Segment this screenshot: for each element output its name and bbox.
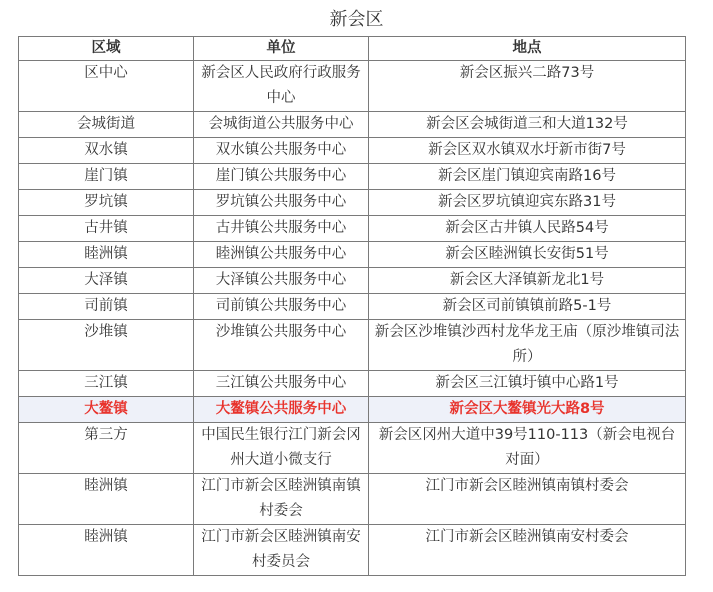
place-cell: 新会区振兴二路73号 [369, 61, 686, 112]
table-row [19, 525, 686, 576]
header-area: 区域 [19, 37, 194, 61]
unit-cell: 会城街道公共服务中心 [194, 112, 369, 138]
table-row [19, 474, 686, 525]
unit-cell: 新会区人民政府行政服务中心 [194, 61, 369, 112]
place-cell: 新会区古井镇人民路54号 [369, 216, 686, 242]
table-row-highlighted [19, 397, 686, 423]
area-cell: 睦洲镇 [19, 242, 194, 268]
place-cell: 新会区司前镇镇前路5-1号 [369, 294, 686, 320]
page-title: 新会区 [329, 9, 384, 30]
unit-cell: 大泽镇公共服务中心 [194, 268, 369, 294]
area-cell: 睦洲镇 [19, 474, 194, 525]
unit-cell: 江门市新会区睦洲镇南安村委员会 [194, 525, 369, 576]
unit-cell: 中国民生银行江门新会冈州大道小微支行 [194, 423, 369, 474]
unit-cell: 沙堆镇公共服务中心 [194, 320, 369, 371]
unit-cell: 古井镇公共服务中心 [194, 216, 369, 242]
area-cell: 睦洲镇 [19, 525, 194, 576]
header-unit: 单位 [194, 37, 369, 61]
unit-cell: 睦洲镇公共服务中心 [194, 242, 369, 268]
unit-cell: 崖门镇公共服务中心 [194, 164, 369, 190]
table-row [19, 61, 686, 112]
place-cell: 江门市新会区睦洲镇南镇村委会 [369, 474, 686, 525]
area-cell: 第三方 [19, 423, 194, 474]
place-cell: 新会区三江镇圩镇中心路1号 [369, 371, 686, 397]
place-cell: 新会区冈州大道中39号110-113（新会电视台对面） [369, 423, 686, 474]
area-cell: 三江镇 [19, 371, 194, 397]
area-cell: 会城街道 [19, 112, 194, 138]
place-cell: 新会区大鳌镇光大路8号 [369, 397, 686, 423]
place-cell: 江门市新会区睦洲镇南安村委会 [369, 525, 686, 576]
area-cell: 崖门镇 [19, 164, 194, 190]
table-row [19, 190, 686, 216]
area-cell: 双水镇 [19, 138, 194, 164]
area-cell: 古井镇 [19, 216, 194, 242]
place-cell: 新会区睦洲镇长安街51号 [369, 242, 686, 268]
place-cell: 新会区崖门镇迎宾南路16号 [369, 164, 686, 190]
area-cell: 司前镇 [19, 294, 194, 320]
table-row [19, 371, 686, 397]
table-row [19, 320, 686, 371]
place-cell: 新会区双水镇双水圩新市街7号 [369, 138, 686, 164]
table-row [19, 242, 686, 268]
area-cell: 沙堆镇 [19, 320, 194, 371]
area-cell: 罗坑镇 [19, 190, 194, 216]
unit-cell: 大鳌镇公共服务中心 [194, 397, 369, 423]
unit-cell: 三江镇公共服务中心 [194, 371, 369, 397]
table-row [19, 164, 686, 190]
service-center-table [18, 36, 686, 576]
table-row [19, 216, 686, 242]
unit-cell: 双水镇公共服务中心 [194, 138, 369, 164]
unit-cell: 司前镇公共服务中心 [194, 294, 369, 320]
table-row [19, 112, 686, 138]
unit-cell: 江门市新会区睦洲镇南镇村委会 [194, 474, 369, 525]
area-cell: 大泽镇 [19, 268, 194, 294]
table-row [19, 294, 686, 320]
table-row [19, 268, 686, 294]
unit-cell: 罗坑镇公共服务中心 [194, 190, 369, 216]
area-cell: 大鳌镇 [19, 397, 194, 423]
place-cell: 新会区沙堆镇沙西村龙华龙王庙（原沙堆镇司法所） [369, 320, 686, 371]
place-cell: 新会区大泽镇新龙北1号 [369, 268, 686, 294]
table-row [19, 423, 686, 474]
area-cell: 区中心 [19, 61, 194, 112]
place-cell: 新会区会城街道三和大道132号 [369, 112, 686, 138]
place-cell: 新会区罗坑镇迎宾东路31号 [369, 190, 686, 216]
table-header-row [19, 37, 686, 61]
header-place: 地点 [369, 37, 686, 61]
table-row [19, 138, 686, 164]
